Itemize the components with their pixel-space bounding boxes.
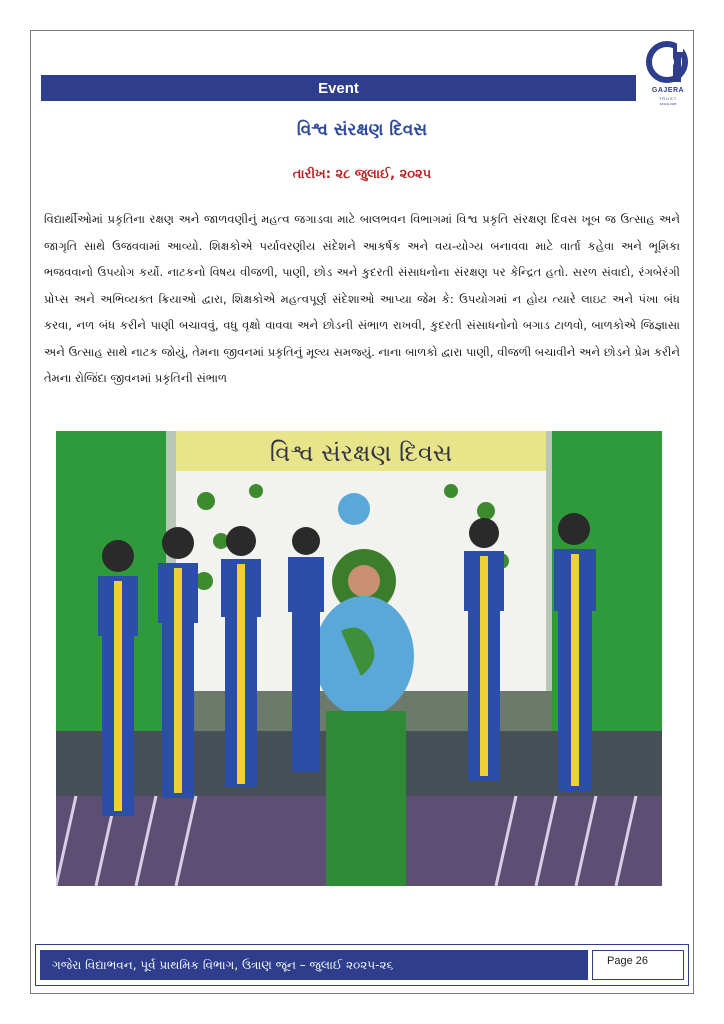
logo-sub-text: TRUST bbox=[658, 96, 678, 101]
article-date: તારીખ: ૨૮ જુલાઈ, ૨૦૨૫ bbox=[292, 167, 432, 182]
footer-page-number: Page 26 bbox=[592, 950, 684, 980]
event-photo bbox=[56, 431, 662, 886]
article-title: વિશ્વ સંરક્ષણ દિવસ bbox=[296, 120, 428, 140]
event-label: Event bbox=[318, 79, 359, 97]
logo-brand-text: GAJERA bbox=[651, 87, 685, 94]
page-footer bbox=[35, 944, 689, 986]
gajera-trust-logo bbox=[643, 40, 693, 110]
banner-text: વિશ્વ સંરક્ષણ દિવસ bbox=[269, 439, 453, 467]
event-header-bar bbox=[41, 75, 636, 101]
logo-since-text: SINCE 1995 bbox=[659, 102, 677, 106]
footer-school-line: ગજેરા વિદ્યાભવન, પૂર્વ પ્રાથમિક વિભાગ, ઉત્રાણ જૂન – જુલાઈ ૨૦૨૫-૨૬ bbox=[40, 950, 588, 980]
earth-sign-icon bbox=[338, 493, 370, 525]
article-paragraph: વિદ્યાર્થીઓમાં પ્રકૃતિના રક્ષણ અને જાળવણીનું મહત્વ જગાડવા માટે બાલભવન વિભાગમાં વિશ્વ પ્રકૃતિ સંરક્ષણ દિવસ ખૂબ જ ઉત્સાહ અને જાગૃતિ સાથે ઉજવવામાં આવ્યો. શિક્ષકોએ પર્યાવરણીય સંદેશને આકર્ષક અને વય-યોગ્ય બનાવવા માટે વાર્તા કહેવા અને ભૂમિકા ભજવવાનો ઉપયોગ કર્યો. નાટકનો વિષય વીજળી, પાણી, છોડ અને કુદરતી સંસાધનોના સંરક્ષણ પર કેન્દ્રિત હતો. સરળ સંવાદો, રંગબેરંગી પ્રોપ્સ અને અભિવ્યક્ત ક્રિયાઓ દ્વારા, શિક્ષકોએ મહત્વપૂર્ણ સંદેશાઓ આપ્યા જેમ કે: ઉપયોગમાં ન હોય ત્યારે લાઇટ અને પંખા બંધ કરવા, નળ બંધ કરીને પાણી બચાવવું, વધુ વૃક્ષો વાવવા અને છોડની સંભાળ રાખવી, કુદરતી સંસાધનોનો બગાડ ટાળવો, બાળકોએ જિજ્ઞાસા અને ઉત્સાહ સાથે નાટક જોયું, તેમના જીવનમાં પ્રકૃતિનું મૂલ્ય સમજ્યું. નાના બાળકો દ્વારા પાણી, વીજળી બચાવીને અને છોડને પ્રેમ કરીને તેમના રોજિંદા જીવનમાં પ્રકૃતિની સંભાળ bbox=[44, 212, 680, 385]
logo-mark-icon bbox=[643, 40, 693, 86]
